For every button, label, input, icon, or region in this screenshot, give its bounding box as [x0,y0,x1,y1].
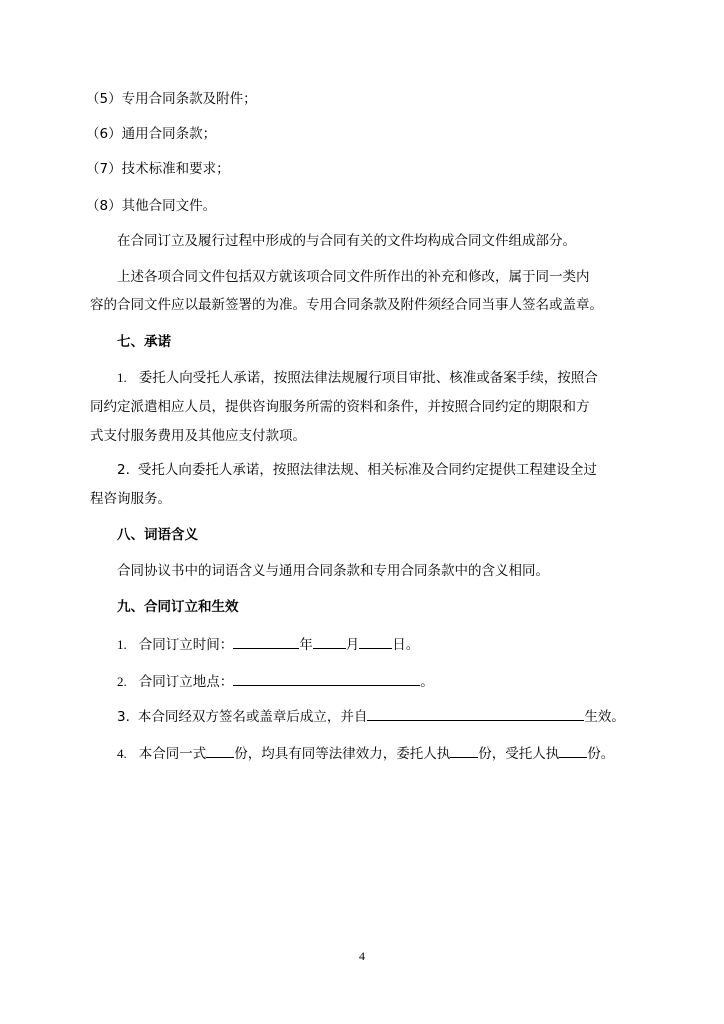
day-blank[interactable] [359,634,392,649]
place-blank[interactable] [233,671,420,686]
item-text: 受托人向委托人承诺，按照法律法规、相关标准及合同约定提供工程建设全过 [137,462,597,478]
definitions-text: 合同协议书中的词语含义与通用合同条款和专用合同条款中的含义相同。 [117,563,549,579]
commitment-item-1-cont: 同约定派遣相应人员，提供咨询服务所需的资料和条件，并按照合同约定的期限和方 [90,399,590,415]
item-number: 1. [117,637,127,652]
signing-item-1 [117,634,419,654]
item-end: 。 [420,674,434,690]
item-number: 3. [117,709,130,725]
item-text: 份，均具有同等法律效力，委托人执 [234,746,451,762]
paragraph: 容的合同文件应以最新签署的为准。专用合同条款及附件须经合同当事人签名或盖章。 [90,297,603,313]
month-blank[interactable] [313,634,346,649]
item-number: 2. [117,462,130,478]
item-end: 生效。 [584,709,625,725]
commitment-item-2-cont: 程咨询服务。 [90,491,171,507]
year-blank[interactable] [233,634,299,649]
item-label: 合同订立地点： [138,674,234,690]
section-heading-signing: 九、合同订立和生效 [117,599,239,615]
item-label: 本合同经双方签名或盖章后成立，并自 [137,709,368,725]
item-number: 1. [117,370,127,385]
list-item-5: （5）专用合同条款及附件； [86,91,257,107]
client-copies-blank[interactable] [450,743,478,758]
list-item-7: （7）技术标准和要求； [86,161,230,177]
section-heading-definitions: 八、词语含义 [117,527,198,543]
item-text: 份，受托人执 [478,746,560,762]
list-item-8: （8）其他合同文件。 [86,198,217,214]
day-label: 日。 [392,637,420,653]
list-item-6: （6）通用合同条款； [86,126,217,142]
signing-item-3 [117,706,625,726]
item-label: 合同订立时间： [138,637,234,653]
signing-item-4 [117,743,614,763]
page-number: 4 [359,949,365,963]
commitment-item-2 [117,461,597,479]
copies-blank[interactable] [206,743,234,758]
month-label: 月 [345,637,360,653]
item-number: 4. [117,746,127,761]
year-label: 年 [299,637,313,653]
commitment-item-1-cont: 式支付服务费用及其他应支付款项。 [90,428,306,444]
item-text: 本合同一式 [138,746,207,762]
item-text: 委托人向受托人承诺，按照法律法规履行项目审批、核准或备案手续，按照合 [138,370,598,386]
item-number: 2. [117,674,127,689]
signing-item-2 [117,671,434,691]
item-text: 份。 [587,746,615,762]
consultant-copies-blank[interactable] [559,743,587,758]
section-heading-commitments: 七、承诺 [117,334,171,350]
paragraph: 上述各项合同文件包括双方就该项合同文件所作出的补充和修改，属于同一类内 [117,269,590,285]
effective-blank[interactable] [367,706,584,721]
commitment-item-1 [117,369,598,387]
paragraph: 在合同订立及履行过程中形成的与合同有关的文件均构成合同文件组成部分。 [117,233,576,249]
